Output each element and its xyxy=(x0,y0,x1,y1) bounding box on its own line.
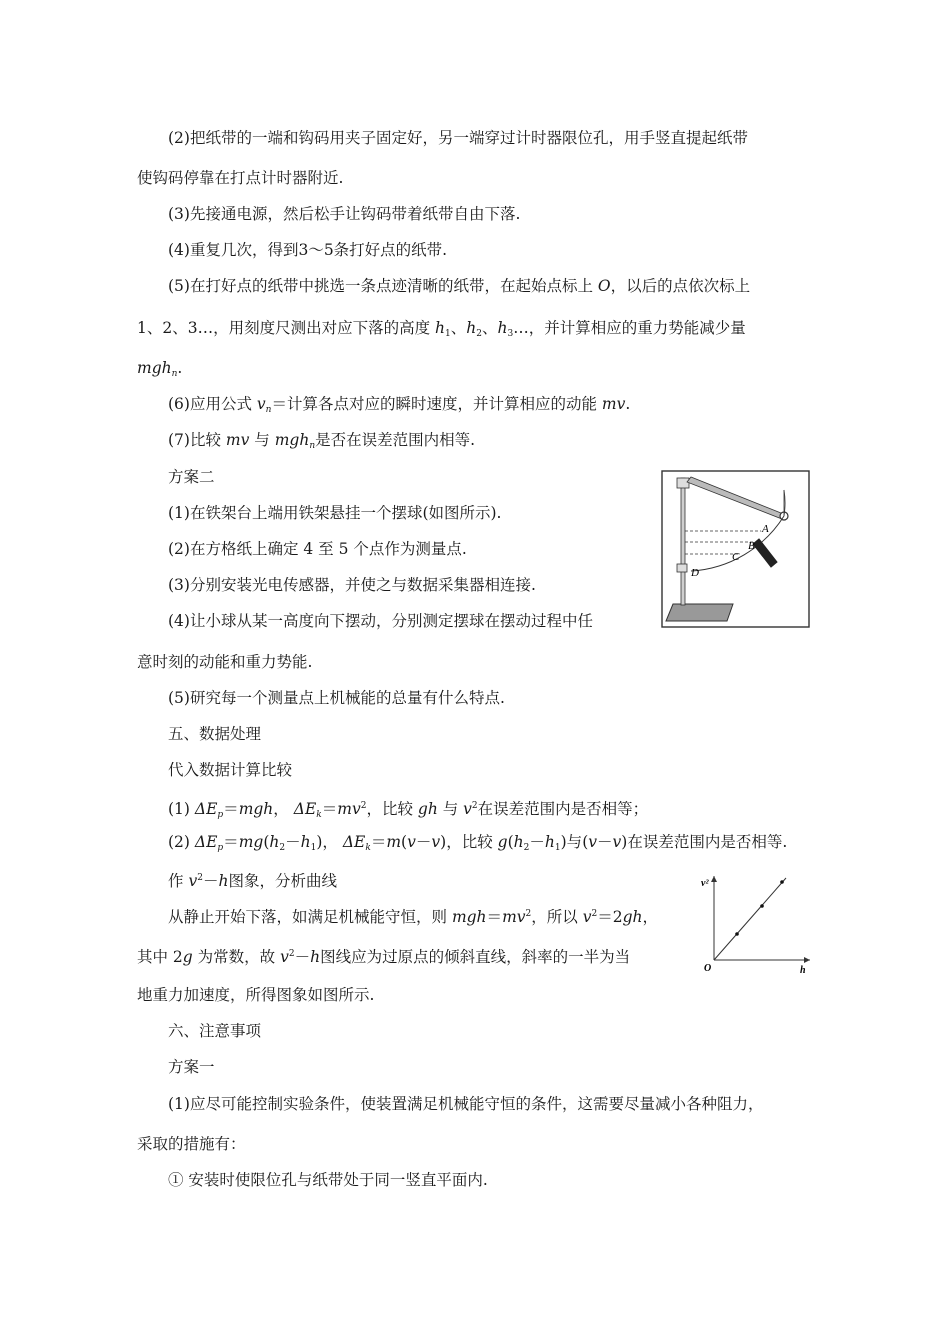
section6-plan: 方案一 xyxy=(168,1058,215,1076)
stand-rod xyxy=(681,478,685,605)
pendulum-figure xyxy=(661,470,810,628)
derivation-line2: 其中 2g 为常数，故 $v^2-h$图线应为过原点的倾斜直线，斜率的一半为当 xyxy=(137,948,631,966)
step7: (7)比较 mv 与 mgh$_n$是否在误差范围内相等. xyxy=(168,431,476,451)
x-axis-label: h xyxy=(800,965,806,976)
plan2-step5: (5)研究每一个测量点上机械能的总量有什么特点. xyxy=(168,689,505,707)
note1-line1: (1)应尽可能控制实验条件，使装置满足机械能守恒的条件，这需要尽量减小各种阻力， xyxy=(168,1095,764,1113)
label-d: D xyxy=(691,567,699,579)
plan2-step3: (3)分别安装光电传感器，并使之与数据采集器相连接. xyxy=(168,576,536,594)
derivation-line3: 地重力加速度，所得图象如图所示. xyxy=(137,986,375,1004)
plan2-title: 方案二 xyxy=(168,468,215,486)
y-axis-label: v² xyxy=(701,878,709,889)
section6-heading: 六、注意事项 xyxy=(168,1022,262,1040)
step4: (4)重复几次，得到3～5条打好点的纸带. xyxy=(168,241,448,259)
note1-line2: 采取的措施有： xyxy=(137,1135,246,1153)
fit-line xyxy=(714,878,786,960)
data-point xyxy=(735,932,739,936)
step2-line2: 使钩码停靠在打点计时器附近. xyxy=(137,169,344,187)
plan2-step4-line1: (4)让小球从某一高度向下摆动，分别测定摆球在摆动过程中任 xyxy=(168,612,593,630)
step5-line3: mgh$_n$. xyxy=(137,359,183,379)
step5-line1: (5)在打好点的纸带中挑选一条点迹清晰的纸带，在起始点标上 O，以后的点依次标上 xyxy=(168,277,751,295)
step3: (3)先接通电源，然后松手让钩码带着纸带自由下落. xyxy=(168,205,521,223)
section5-heading: 五、数据处理 xyxy=(168,725,262,743)
section5-sub: 代入数据计算比较 xyxy=(168,761,293,779)
derivation-line1: 从静止开始下落，如满足机械能守恒，则 $mgh=mv^2$，所以 $v^2=2gh$， xyxy=(168,908,658,926)
formula-2: (2) $\Delta E_p=mg(h_2-h_1)$， $\Delta E_k=m(v-v)$，比较 $g(h_2-h_1)$与(v－v)在误差范围内是否相等. xyxy=(168,833,788,853)
step6: (6)应用公式 $v_n=$计算各点对应的瞬时速度，并计算相应的动能 mv. xyxy=(168,395,631,415)
plot-title: 作 $v^2-h$图象，分析曲线 xyxy=(168,872,337,890)
plan2-step1: (1)在铁架台上端用铁架悬挂一个摆球(如图所示). xyxy=(168,504,502,522)
formula-1: (1) $\Delta E_p=mgh$， $\Delta E_k=mv^2$，比较 gh 与 $v^2$在误差范围内是否相等； xyxy=(168,800,649,820)
v2-h-graph xyxy=(696,872,814,978)
origin-label: O xyxy=(704,963,712,974)
stand-base xyxy=(666,604,733,621)
plan2-step4-line2: 意时刻的动能和重力势能. xyxy=(137,653,313,671)
label-c: C xyxy=(732,551,740,563)
data-point xyxy=(780,880,784,884)
label-a: A xyxy=(762,523,769,535)
label-b: B xyxy=(748,540,755,552)
step2-line1: (2)把纸带的一端和钩码用夹子固定好，另一端穿过计时器限位孔，用手竖直提起纸带 xyxy=(168,129,748,147)
step5-line2: 1、2、3…，用刻度尺测出对应下落的高度 $h_1$、$h_2$、$h_3\dots$，并计算相应的重力势能减少量 xyxy=(137,319,746,339)
plan2-step2: (2)在方格纸上确定 4 至 5 个点作为测量点. xyxy=(168,540,467,558)
note1-item1: ① 安装时使限位孔与纸带处于同一竖直平面内. xyxy=(168,1171,488,1189)
data-point xyxy=(760,904,764,908)
stand-clamp xyxy=(677,478,689,488)
